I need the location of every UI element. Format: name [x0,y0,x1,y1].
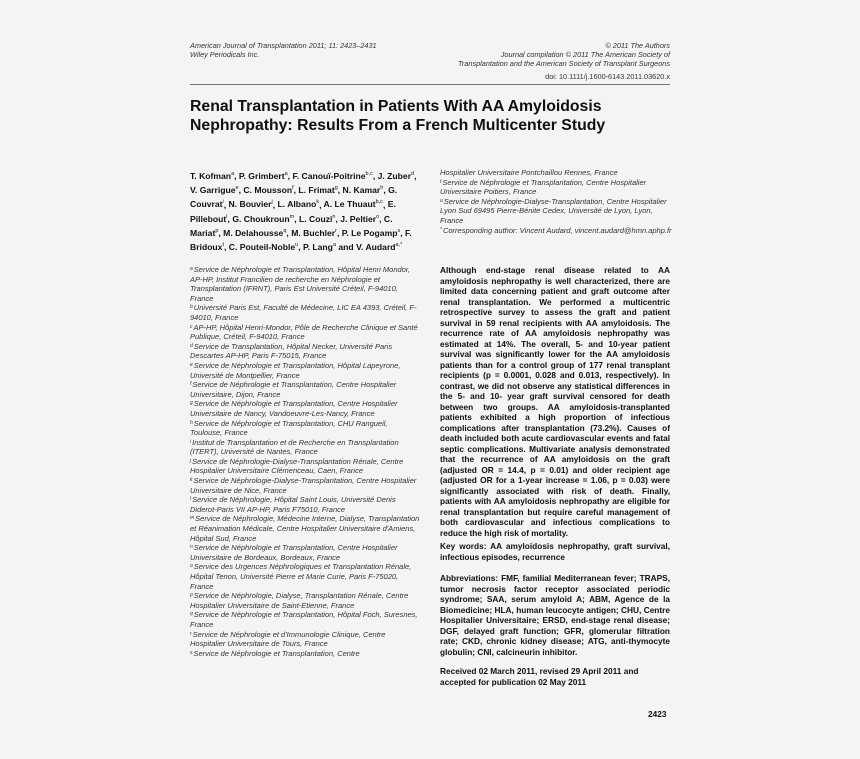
affiliation-item [190,323,420,342]
author-name: F. Bridoux [190,227,412,253]
affiliation-letter: l [190,496,192,503]
affiliation-letter: o [190,563,193,570]
author [303,242,336,252]
affiliation-text: Service de Néphrologie et Transplantation, Hôpital Henri Mondor, AP-HP, Institut Francilien de recherche en Néphrologie et Transplantation (IFRNT), Paris Est Université Créteil, F-94010, France [190,265,411,303]
author-affiliation-mark: l [226,213,228,220]
affiliation-item [440,197,675,226]
article-title [190,97,690,135]
affiliation-text: Université Paris Est, Faculté de Médecine, LIC EA 4393, Créteil, F-94010, France [190,303,417,322]
author-name: M. Buchler [291,227,336,238]
header-divider [190,84,670,85]
copyright-line: © 2011 The Authors [605,41,670,50]
affiliation-text: Service de Néphrologie et Transplantation, Centre [193,648,360,658]
author [278,199,320,209]
affiliation-letter: r [190,630,192,637]
affiliation-item [440,226,675,236]
affiliation-letter: t [440,178,442,185]
author [232,214,294,224]
author-affiliation-mark: b,c [365,171,373,177]
author-affiliation-mark: g [334,185,338,192]
affiliation-letter: a [190,266,193,272]
author-name: L. Frimat [298,185,335,196]
affiliation-letter: s [190,649,193,656]
societies-line: Transplantation and the American Society of Transplant Surgeons [458,59,670,68]
affiliation-item [190,399,420,418]
author-affiliation-mark: b,c [375,199,383,206]
affiliation-item [190,265,420,303]
author-affiliation-mark: s [397,228,401,235]
affiliation-text: Corresponding author: Vincent Audard, vincent.audard@hmn.aphp.fr [442,225,672,235]
author [342,228,400,238]
author-name: C. Mariat [190,213,393,238]
author [340,214,379,224]
keywords: Key words: AA amyloidosis nephropathy, graft survival, infectious episodes, recurrence [440,541,670,562]
author-affiliation-mark: a [332,242,336,249]
author-affiliation-mark: d [411,171,415,177]
author-affiliation-mark: k [316,199,320,206]
affiliation-letter: g [190,400,193,407]
author-affiliation-mark: a [284,171,288,177]
title-line-1: Renal Transplantation in Patients With AA Amyloidosis [190,98,602,115]
author [239,171,288,181]
abbreviations: Abbreviations: FMF, familial Mediterranean fever; TRAPS, tumor necrosis factor receptor associated periodic syndrome; SAA, serum amyloid A; ABM, Agence de la Biomedicine; HLA, human leucocyte antigen; CHU, Centre Hospitalier Universitaire; ERSD, end-stage renal disease; DGF, delayed graft function; GFR, glomerular filtration rate; CKD, chronic kidney disease; ATG, anti-thymocyte globulin; CNI, calcineurin inhibitor. [440,573,670,657]
author-affiliation-mark: p [215,228,219,235]
author [190,171,234,181]
author [298,185,337,195]
affiliation-letter: i [190,438,192,445]
affiliation-item [190,457,420,476]
affiliation-item [190,543,420,562]
affiliation-text: Service de Néphrologie, Hôpital Saint Louis, Université Denis Diderot-Paris VII AP-HP, Paris F75010, France [190,495,396,514]
affiliation-item [190,495,420,514]
author-affiliation-mark: n [332,213,336,220]
affiliations-continued [440,168,675,235]
affiliation-item [190,361,420,380]
author-affiliation-mark: a [231,171,235,177]
author-affiliation-mark: i [222,199,224,206]
affiliation-text: Service de Néphrologie et Transplantation, CHU Rangueil, Toulouse, France [190,418,388,438]
author-name: M. Delahousse [223,227,284,238]
abstract: Although end-stage renal disease related to AA amyloidosis nephropathy is well characterized, there are limited data concerning patient and graft outcome after renal transplantation. We performed a multicentric retrospective survey to assess the graft and patient survival in 59 renal recipients with AA amyloidosis. The recurrence rate of AA amyloidosis nephropathy was estimated at 14%. The overall, 5- and 10-year patient survival was significantly lower for the AA amyloidosis patients than for a control group of 177 renal transplant recipients (p = 0.0001, 0.028 and 0.013, respectively). In contrast, we did not observe any statistical differences in the 5- and 10- year graft survival censored for death between two groups. AA amyloidosis-transplanted patients exhibited a high proportion of infectious complications after transplantation (73.2%). Causes of death included both acute cardiovascular events and fatal septic complications. Multivariate analysis demonstrated that the recurrence of AA amyloidosis on the graft (adjusted OR = 14.4, p = 0.01) and older recipient age (adjusted OR for a 1-year increase = 1.06, p = 0.03) were significantly associated with risk of death. Finally, patients with AA amyloidosis nephropathy are eligible for renal transplantation but require careful management of both cardiovascular and infectious complications to reduce the high risk of mortality. [440,265,670,538]
author [292,171,372,181]
author-affiliation-mark: m [289,213,295,220]
page-number: 2423 [648,709,667,719]
author [190,185,239,195]
author-name: J. Peltier [340,213,377,224]
author [356,242,402,252]
affiliations [190,265,420,658]
author-name: L. Couzi [298,213,333,224]
affiliation-letter: p [190,592,193,599]
author-affiliation-mark: o [376,213,380,220]
affiliation-item [190,562,420,591]
author-name: G. Choukroun [232,213,290,224]
affiliation-item [440,168,675,178]
affiliation-text: Institut de Transplantation et de Recherche en Transplantation (ITERT), Université de Nantes, France [190,437,399,457]
author-name: A. Le Thuaut [323,199,376,210]
affiliation-item [190,649,420,659]
affiliation-letter: j [190,457,192,464]
author-affiliation-mark: h [380,185,384,192]
received-dates: Received 02 March 2011, revised 29 April 2011 and accepted for publication 02 May 2011 [440,666,639,687]
affiliation-letter: n [190,544,193,551]
author-name: P. Lang [303,242,333,253]
author-name: V. Garrigue [190,185,236,196]
affiliation-text: Hospitalier Universitaire Pontchaillou Rennes, France [440,168,618,177]
affiliation-letter: * [440,226,442,233]
author-affiliation-mark: f [292,185,294,192]
affiliation-letter: u [440,197,443,204]
author-name: T. Kofman [190,170,232,181]
affiliation-text: AP-HP, Hôpital Henri-Mondor, Pôle de Recherche Clinique et Santé Publique, Créteil, F-94010, France [190,322,418,342]
affiliation-text: Service de Néphrologie-Dialyse-Transplantation Rénale, Centre Hospitalier Universitaire Clémenceau, Caen, France [190,456,404,476]
affiliation-letter: m [190,515,195,522]
affiliation-letter: k [190,477,193,484]
author-name: P. Le Pogamp [341,227,398,238]
author-affiliation-mark: j [271,199,273,206]
author-affiliation-mark: u [295,242,299,249]
doi: doi: 10.1111/j.1600-6143.2011.03620.x [545,72,670,81]
affiliation-letter: h [190,419,193,426]
author [291,228,337,238]
affiliation-text: Service de Néphrologie et Transplantation, Centre Hospitalier Universitaire, Dijon, France [190,380,397,399]
author [378,171,415,181]
affiliation-item [190,514,420,543]
author [324,199,383,209]
affiliation-letter: e [190,361,193,368]
affiliation-text: Service de Néphrologie, Médecine Interne, Dialyse, Transplantation et Réanimation Médicale, Centre Hospitalier Universitaire d'Amiens, Hôpital Sud, France [190,514,420,543]
author [229,199,273,209]
author-affiliation-mark: t [222,242,224,249]
author-name: V. Audard [356,242,396,253]
affiliation-letter: f [190,381,192,388]
author-name: L. Albano [277,199,317,210]
affiliation-text: Service des Urgences Néphrologiques et Transplantation Rénale, Hôpital Tenon, Université Pierre et Marie Curie, Paris F-75020, France [190,562,412,591]
journal-citation: American Journal of Transplantation 2011; 11: 2423–2431 [190,41,377,50]
affiliation-item [190,438,420,457]
author-name: C. Mousson [243,185,293,196]
affiliation-text: Service de Néphrologie, Dialyse, Transplantation Rénale, Centre Hospitalier Universitaire de Saint-Etienne, France [190,591,409,610]
author-name: E. Pillebout [190,199,396,224]
affiliation-text: Service de Néphrologie et Transplantation, Centre Hospitalier Universitaire de Nancy, Vandoeuvre-Les-Nancy, France [190,399,398,418]
author-name: G. Couvrat [190,185,398,210]
affiliation-item [190,342,420,361]
author [343,185,384,195]
affiliation-item [190,303,420,322]
author [229,242,298,252]
author-affiliation-mark: r [335,228,337,235]
author [223,228,286,238]
author-affiliation-mark: a,* [395,242,403,249]
author-name: J. Zuber [377,170,412,181]
affiliation-letter: q [190,611,193,618]
affiliation-item [190,591,420,610]
journal-header-left [190,41,377,59]
author-name: N. Bouvier [228,199,272,210]
author-name: P. Grimbert [238,170,285,181]
author [243,185,293,195]
affiliation-text: Service de Néphrologie-Dialyse-Transplantation, Centre Hospitalier Universitaire de Nice, France [190,476,417,495]
author-affiliation-mark: q [283,228,287,235]
affiliation-item [190,476,420,495]
author-affiliation-mark: e [235,185,239,192]
publisher: Wiley Periodicals Inc. [190,50,260,59]
affiliation-text: Service de Néphrologie-Dialyse-Transplantation, Centre Hospitalier Lyon Sud 69495 Pierre-Bénite Cedex, Université de Lyon, Lyon, France [440,196,667,225]
affiliation-text: Service de Néphrologie et Transplantation, Hôpital Foch, Suresnes, France [190,610,418,629]
affiliation-text: Service de Néphrologie et d'Immunologie Clinique, Centre Hospitalier Universitaire de Tours, France [190,629,386,649]
affiliation-text: Service de Néphrologie et Transplantation, Centre Hospitalier Universitaire de Bordeaux, Bordeaux, France [190,543,398,562]
title-line-2: Nephropathy: Results From a French Multicenter Study [190,117,606,134]
affiliation-letter: c [190,323,193,330]
compilation-line: Journal compilation © 2011 The American Society of [500,50,670,59]
author [299,214,335,224]
affiliation-item [190,380,420,399]
affiliation-text: Service de Néphrologie et Transplantation, Hôpital Lapeyrone, Université de Montpellier, France [190,360,401,380]
affiliation-text: Service de Transplantation, Hôpital Necker, Université Paris Descartes AP-HP, Paris F-75015, France [190,341,393,361]
affiliation-text: Service de Néphrologie et Transplantation, Centre Hospitalier Universitaire Poitiers, France [440,177,647,197]
affiliation-item [190,610,420,629]
author-name: F. Canouï-Poitrine [292,170,366,181]
affiliation-item [190,630,420,649]
affiliation-letter: b [190,304,193,311]
author-name: C. Pouteil-Noble [228,242,296,253]
journal-header-right [370,41,670,68]
affiliation-item [190,419,420,438]
affiliation-letter: d [190,342,193,349]
author-name: N. Kamar [342,185,381,196]
author-list: T. Kofman$^a$, P. Grimbert$^a$, F. Canouï-Poitrine$^{b,c}$, J. Zuber$^d$, V. Garrigue$^e$, C. Mousson$^f$, L. Frimat$^g$, N. Kamar$^h$, G. Couvrat$^i$, N. Bouvier$^j$, L. Albano$^k$, A. Le Thuaut$^{b,c}$, E. Pillebout$^l$, G. Choukroun$^m$, L. Couzi$^n$, J. Peltier$^o$, C. Mariat$^p$, M. Delahousse$^q$, M. Buchler$^r$, P. Le Pogamp$^s$, F. Bridoux$^t$, C. Pouteil-Noble$^u$, P. Lang$^a$ and V. Audard$^{a,*}$ [190,170,417,253]
affiliation-item [440,178,675,197]
